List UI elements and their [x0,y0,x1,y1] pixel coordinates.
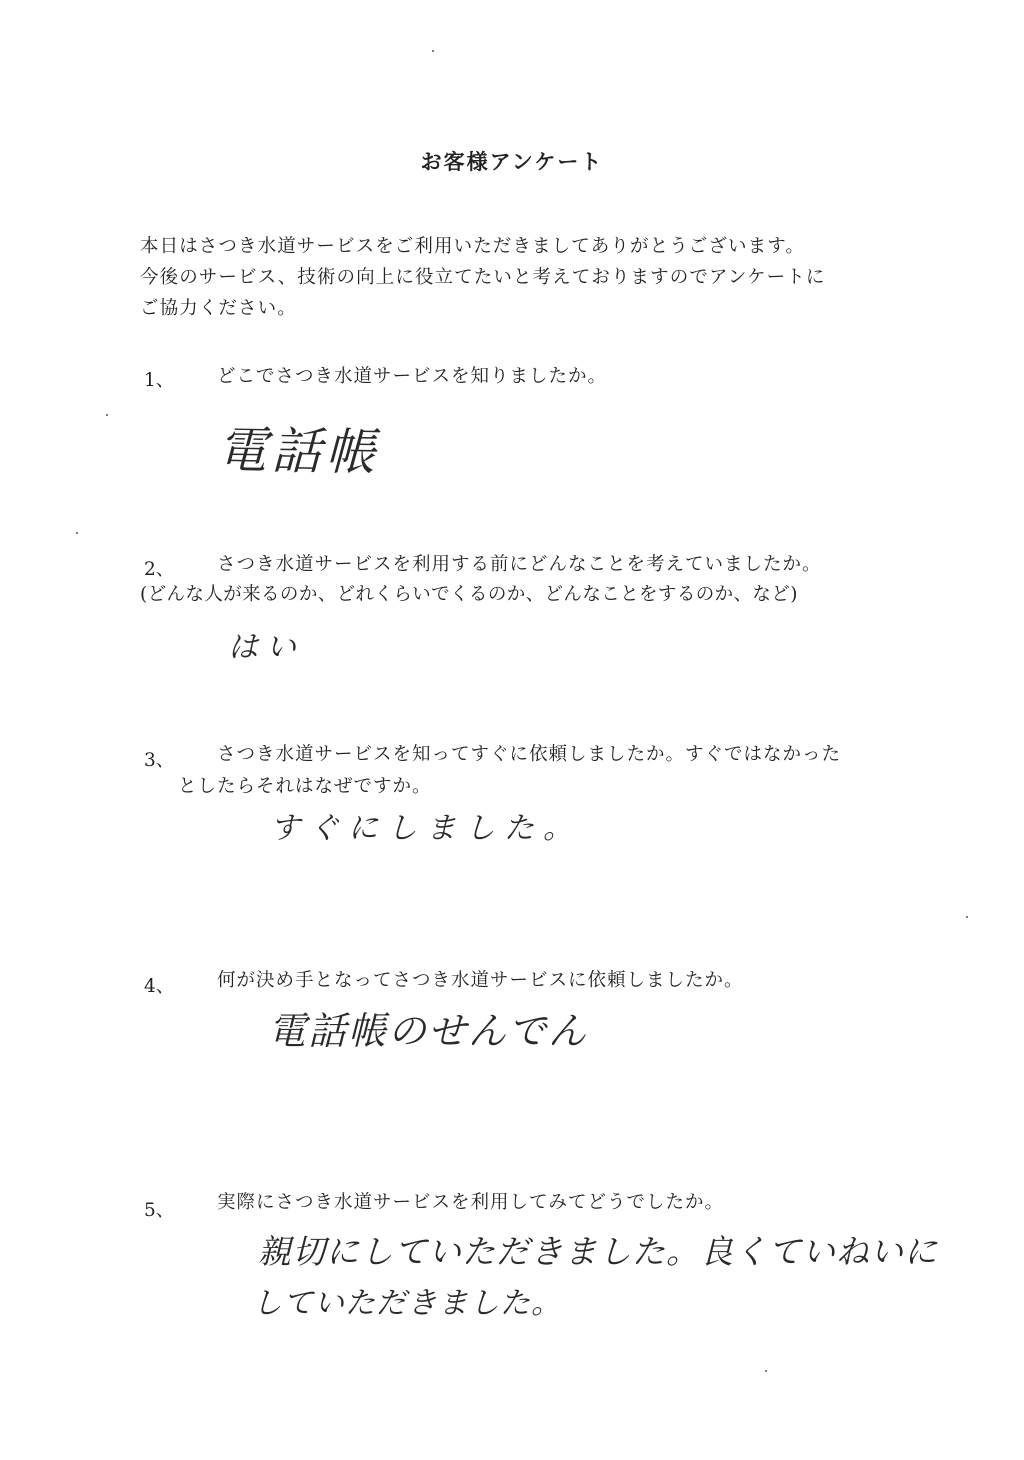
question-2-number: 2、 [144,559,175,580]
answer-3: すぐにしました。 [270,811,582,846]
question-1-number: 1、 [144,370,175,391]
question-3-text-cont: としたらそれはなぜですか。 [178,776,432,797]
question-1-text: どこでさつき水道サービスを知りましたか。 [217,366,608,387]
question-3-number: 3、 [144,750,175,771]
question-4-number: 4、 [144,976,175,997]
question-5-text: 実際にさつき水道サービスを利用してみてどうでしたか。 [217,1192,725,1213]
scan-speck [966,916,968,918]
answer-5-line-1: 親切にしていただきました。良くていねいに [258,1232,938,1271]
intro-line-1: 本日はさつき水道サービスをご利用いただきましてありがとうございます。 [140,236,805,257]
answer-1: 電話帳 [216,420,380,482]
question-5-number: 5、 [144,1200,175,1221]
intro-line-3: ご協力ください。 [140,298,297,319]
question-2-hint: (どんな人が来るのか、どれくらいでくるのか、どんなことをするのか、など) [140,584,798,605]
question-3-text: さつき水道サービスを知ってすぐに依頼しましたか。すぐではなかった [217,744,842,765]
scan-speck [432,50,434,52]
page-title: お客様アンケート [420,149,604,174]
answer-4: 電話帳のせんでん [268,1009,589,1053]
question-4-text: 何が決め手となってさつき水道サービスに依頼しましたか。 [217,970,744,991]
answer-5-line-2: していただきました。 [252,1286,562,1321]
question-2-text: さつき水道サービスを利用する前にどんなことを考えていましたか。 [217,554,822,575]
intro-line-2: 今後のサービス、技術の向上に役立てたいと考えておりますのでアンケートに [140,267,826,288]
scan-speck [76,532,78,534]
answer-2: はい [228,630,304,665]
scan-speck [765,1370,767,1372]
scan-speck [106,414,108,416]
